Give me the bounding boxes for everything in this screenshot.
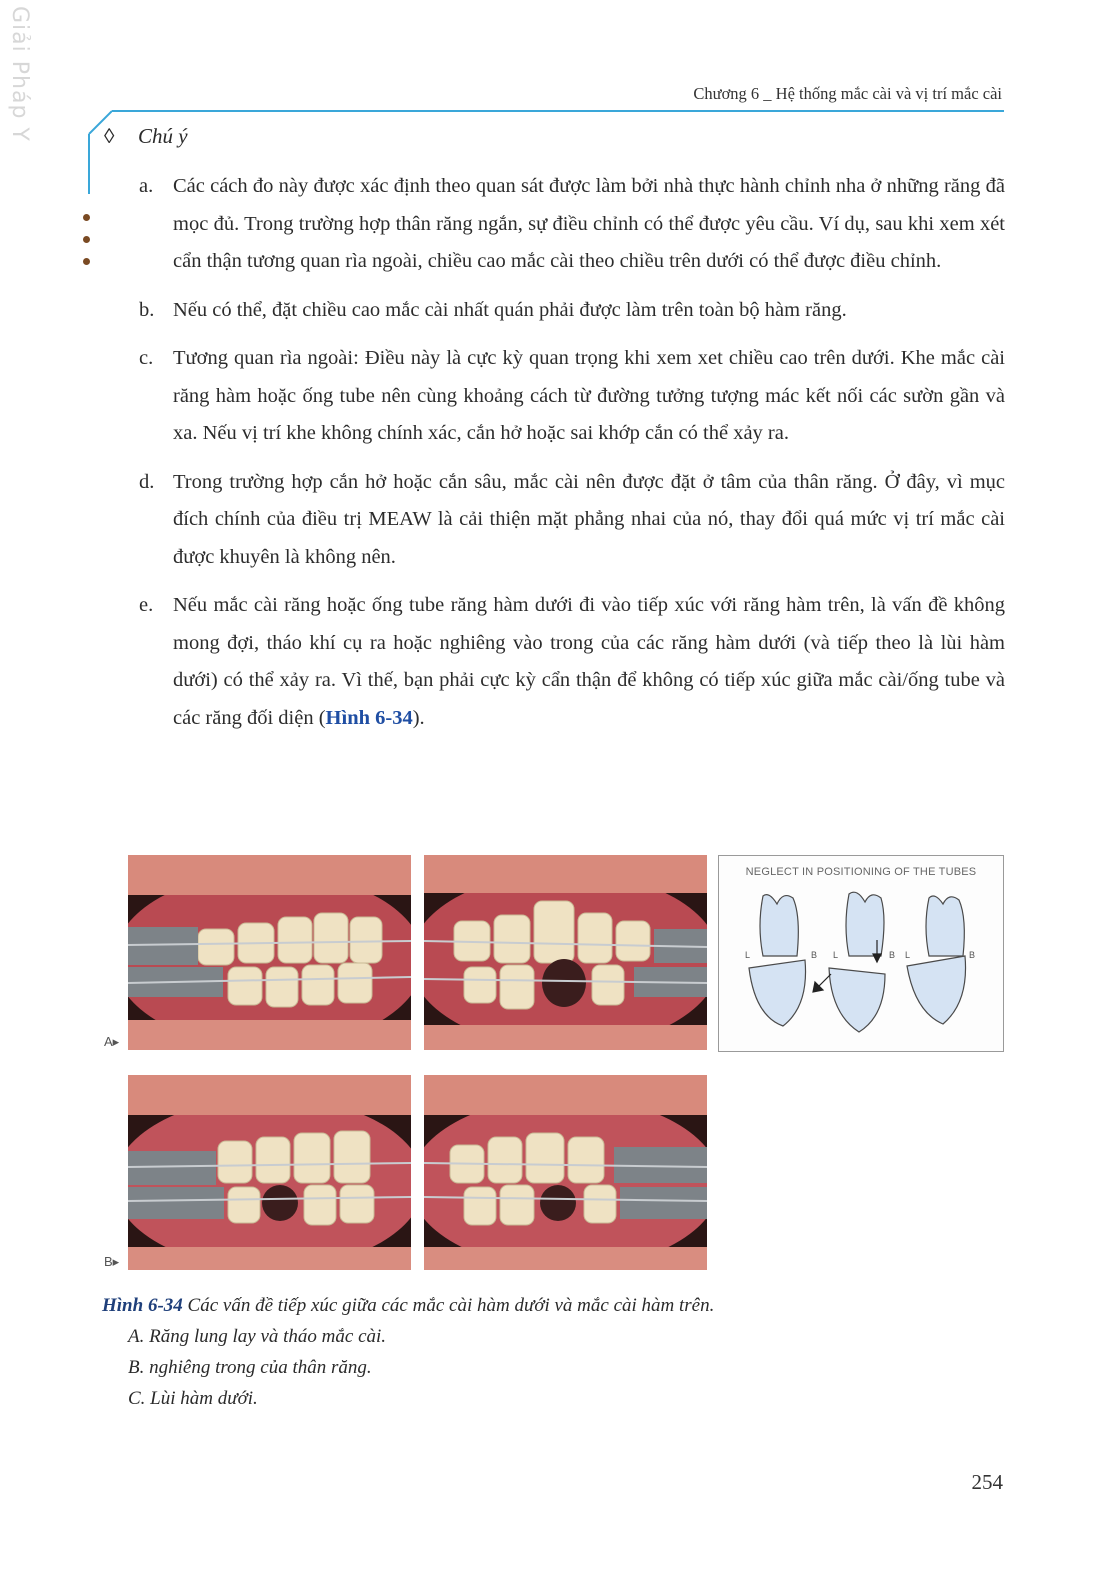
item-marker: a. [139, 175, 154, 197]
list-item [139, 464, 1005, 577]
page-number: 254 [971, 1470, 1003, 1494]
photo-a-right [424, 855, 707, 1050]
list-item [139, 340, 1005, 453]
photo-b-right [424, 1075, 707, 1270]
item-text-body: Nếu mắc cài răng hoặc ống tube răng hàm dưới đi vào tiếp xúc với răng hàm trên, là vấn đề không mong đợi, tháo khí cụ ra hoặc nghiêng vào trong của các răng hàm dưới (và tiếp theo là lùi hàm dưới) có thể xảy ra. Vì thế, bạn phải cực kỳ cẩn thận để không có tiếp xúc giữa mắc cài/ống tube và các răng đối diện ( [173, 594, 1005, 729]
caption-item: A. Răng lung lay và tháo mắc cài. [128, 1326, 387, 1347]
side-dots [80, 214, 94, 284]
item-marker: c. [139, 347, 154, 369]
dot [83, 236, 90, 243]
list-item [139, 292, 1005, 330]
diamond-icon: ◊ [104, 124, 115, 148]
item-marker: b. [139, 298, 155, 321]
diagram-title: NEGLECT IN POSITIONING OF THE TUBES [745, 866, 977, 878]
header-rule [112, 110, 1004, 112]
figure-link[interactable]: Hình 6-34 [325, 706, 413, 729]
dot [83, 214, 90, 221]
tube-positioning-diagram [718, 855, 1004, 1052]
diagram-letter-l: L [905, 950, 911, 960]
caption-text: Các vấn đề tiếp xúc giữa các mắc cài hàm dưới và mắc cài hàm trên. [182, 1295, 715, 1316]
diagram-letter-l: L [833, 950, 839, 960]
chapter-header: Chương 6 _ Hệ thống mắc cài và vị trí mắc cài [693, 84, 1002, 103]
photo-b-left [128, 1075, 411, 1270]
item-marker: e. [139, 594, 154, 616]
photo-a-left [128, 855, 411, 1050]
item-text: Trong trường hợp cắn hở hoặc cắn sâu, mắc cài nên được đặt ở tâm của thân răng. Ở đây, vì mục đích chính của điều trị MEAW là cải thiện mặt phẳng nhai của nó, thay đổi quá mức vị trí mắc cài được khuyên là không nên. [173, 470, 1005, 568]
item-text: Tương quan rìa ngoài: Điều này là cực kỳ quan trọng khi xem xet chiều cao trên dưới. Khe mắc cài răng hàm hoặc ống tube nên cùng khoảng cách từ đường tưởng tượng mác kết nối các sườn gần và xa. Nếu vị trí khe không chính xác, cắn hở hoặc sai khớp cắn có thể xảy ra. [173, 347, 1005, 444]
caption-item: B. nghiêng trong của thân răng. [128, 1357, 372, 1378]
caption-figure-number: Hình 6-34 [102, 1295, 183, 1316]
figure-label-b: B▸ [104, 1254, 120, 1269]
diagram-letter-l: L [745, 950, 751, 960]
figure-label-a: A▸ [104, 1034, 120, 1049]
dot [83, 258, 90, 265]
list-item [139, 168, 1005, 281]
item-text: Các cách đo này được xác định theo quan sát được làm bởi nhà thực hành chỉnh nha ở những răng đã mọc đủ. Trong trường hợp thân răng ngắn, sự điều chỉnh có thể được yêu cầu. Ví dụ, sau khi xem xét cẩn thận tương quan rìa ngoài, chiều cao mắc cài theo chiều trên dưới có thể được điều chỉnh. [173, 175, 1005, 272]
diagram-letter-b: B [969, 950, 976, 960]
note-list [139, 168, 1005, 748]
side-watermark: Giải Pháp Y [7, 6, 32, 142]
note-title-text: Chú ý [138, 124, 188, 148]
list-item [139, 587, 1005, 737]
diagram-letter-b: B [889, 950, 896, 960]
item-text: Nếu có thể, đặt chiều cao mắc cài nhất quán phải được làm trên toàn bộ hàm răng. [173, 298, 847, 321]
caption-item: C. Lùi hàm dưới. [128, 1388, 258, 1409]
diagram-drawing [719, 856, 1003, 1051]
caption-heading [102, 1295, 714, 1316]
item-text-after: ). [412, 706, 425, 729]
item-text [173, 587, 1005, 737]
figure-caption [102, 1290, 714, 1414]
item-marker: d. [139, 470, 155, 493]
side-rule [88, 134, 90, 194]
diagram-letter-b: B [811, 950, 818, 960]
note-title [104, 124, 188, 149]
